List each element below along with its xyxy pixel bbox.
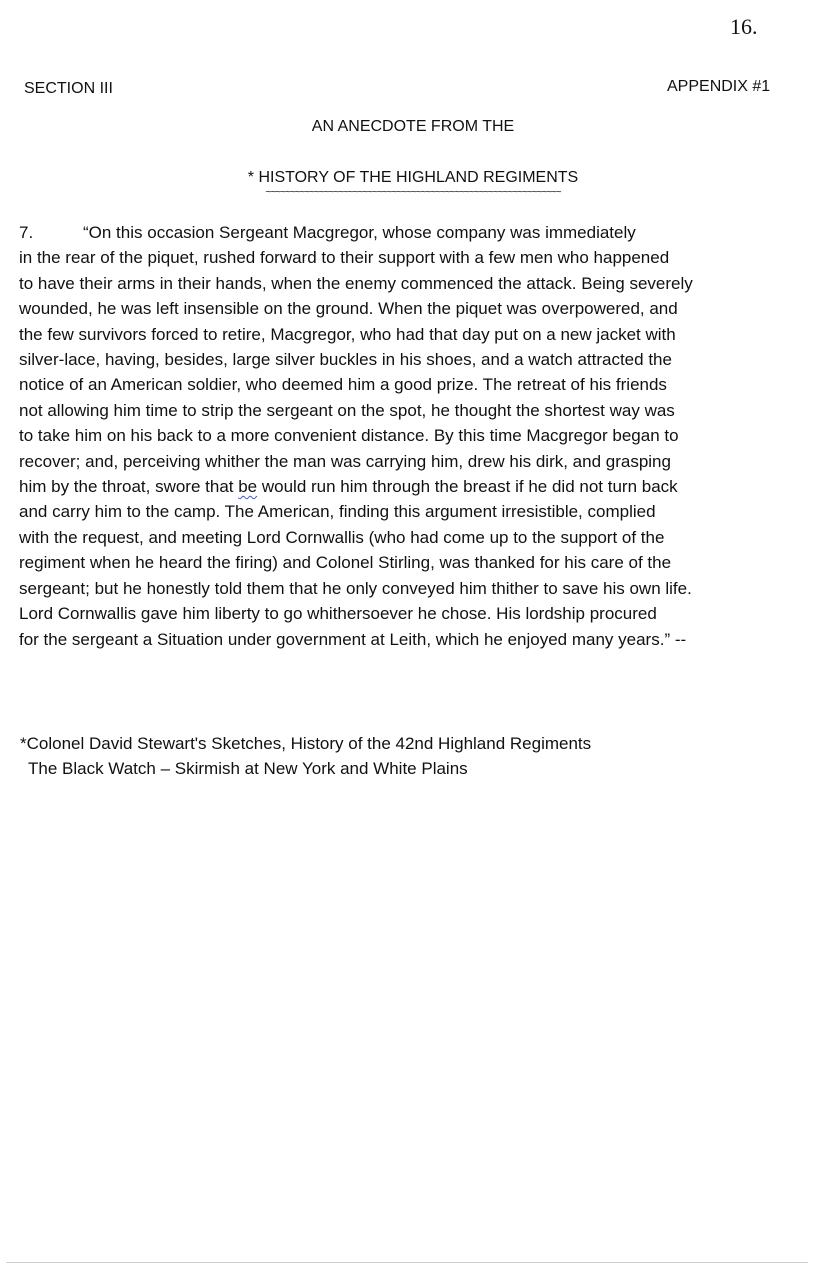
paragraph-line: silver-lace, having, besides, large silver buckles in his shoes, and a watch attracted the	[19, 350, 672, 370]
paragraph-line: for the sergeant a Situation under government at Leith, which he enjoyed many years.” --	[19, 629, 687, 649]
paragraph-line: the few survivors forced to retire, Macgregor, who had that day put on a new jacket with	[19, 324, 676, 344]
appendix-label: APPENDIX #1	[667, 78, 771, 95]
paragraph-line: not allowing him time to strip the sergeant on the spot, he thought the shortest way was	[19, 400, 675, 420]
paragraph-line-text: him by the throat, swore that	[19, 477, 239, 497]
paragraph-line-text: “On this occasion Sergeant Macgregor, whose company was immediately	[83, 223, 636, 242]
heading-line-2: * HISTORY OF THE HIGHLAND REGIMENTS	[247, 169, 579, 186]
paragraph-line: regiment when he heard the firing) and Colonel Stirling, was thanked for his care of the	[19, 553, 672, 573]
paragraph-line-text: would run him through the breast if he did not turn back	[257, 477, 678, 497]
spellcheck-marked-word: be	[238, 477, 258, 497]
heading-line-1: AN ANECDOTE FROM THE	[311, 118, 515, 135]
paragraph-line: and carry him to the camp. The American, finding this argument irresistible, complied	[19, 502, 656, 522]
paragraph-line: recover; and, perceiving whither the man was carrying him, drew his dirk, and grasping	[19, 451, 671, 471]
paragraph-line	[19, 474, 799, 499]
page-number: 16.	[730, 14, 758, 39]
section-label: SECTION III	[24, 80, 113, 97]
paragraph-line: in the rear of the piquet, rushed forward to their support with a few men who happened	[19, 248, 670, 268]
paragraph-line: to have their arms in their hands, when the enemy commenced the attack. Being severely	[19, 273, 693, 293]
paragraph-line: wounded, he was left insensible on the ground. When the piquet was overpowered, and	[19, 299, 678, 319]
bottom-divider	[6, 1262, 808, 1263]
footnote-line-2: The Black Watch – Skirmish at New York and White Plains	[28, 759, 468, 778]
paragraph-line: sergeant; but he honestly told them that he only conveyed him thither to save his own life.	[19, 578, 692, 598]
footnote-line-1: *Colonel David Stewart's Sketches, History of the 42nd Highland Regiments	[20, 734, 592, 753]
paragraph-line: Lord Cornwallis gave him liberty to go whithersoever he chose. His lordship procured	[19, 604, 657, 624]
paragraph-line: with the request, and meeting Lord Cornwallis (who had come up to the support of the	[19, 527, 665, 547]
footnote	[20, 731, 800, 781]
paragraph-line	[19, 220, 799, 245]
paragraph-line: notice of an American soldier, who deemed him a good prize. The retreat of his friends	[19, 375, 667, 395]
tilde-divider: ~~~~~~~~~~~~~~~~~~~~~~~~~~~~~~~~~~~~~~~~~~~~~~~~~~~~~~~~~~~~~	[265, 188, 561, 198]
paragraph-number: 7.	[19, 223, 34, 242]
anecdote-paragraph	[19, 220, 799, 652]
paragraph-line: to take him on his back to a more convenient distance. By this time Macgregor began to	[19, 426, 679, 446]
